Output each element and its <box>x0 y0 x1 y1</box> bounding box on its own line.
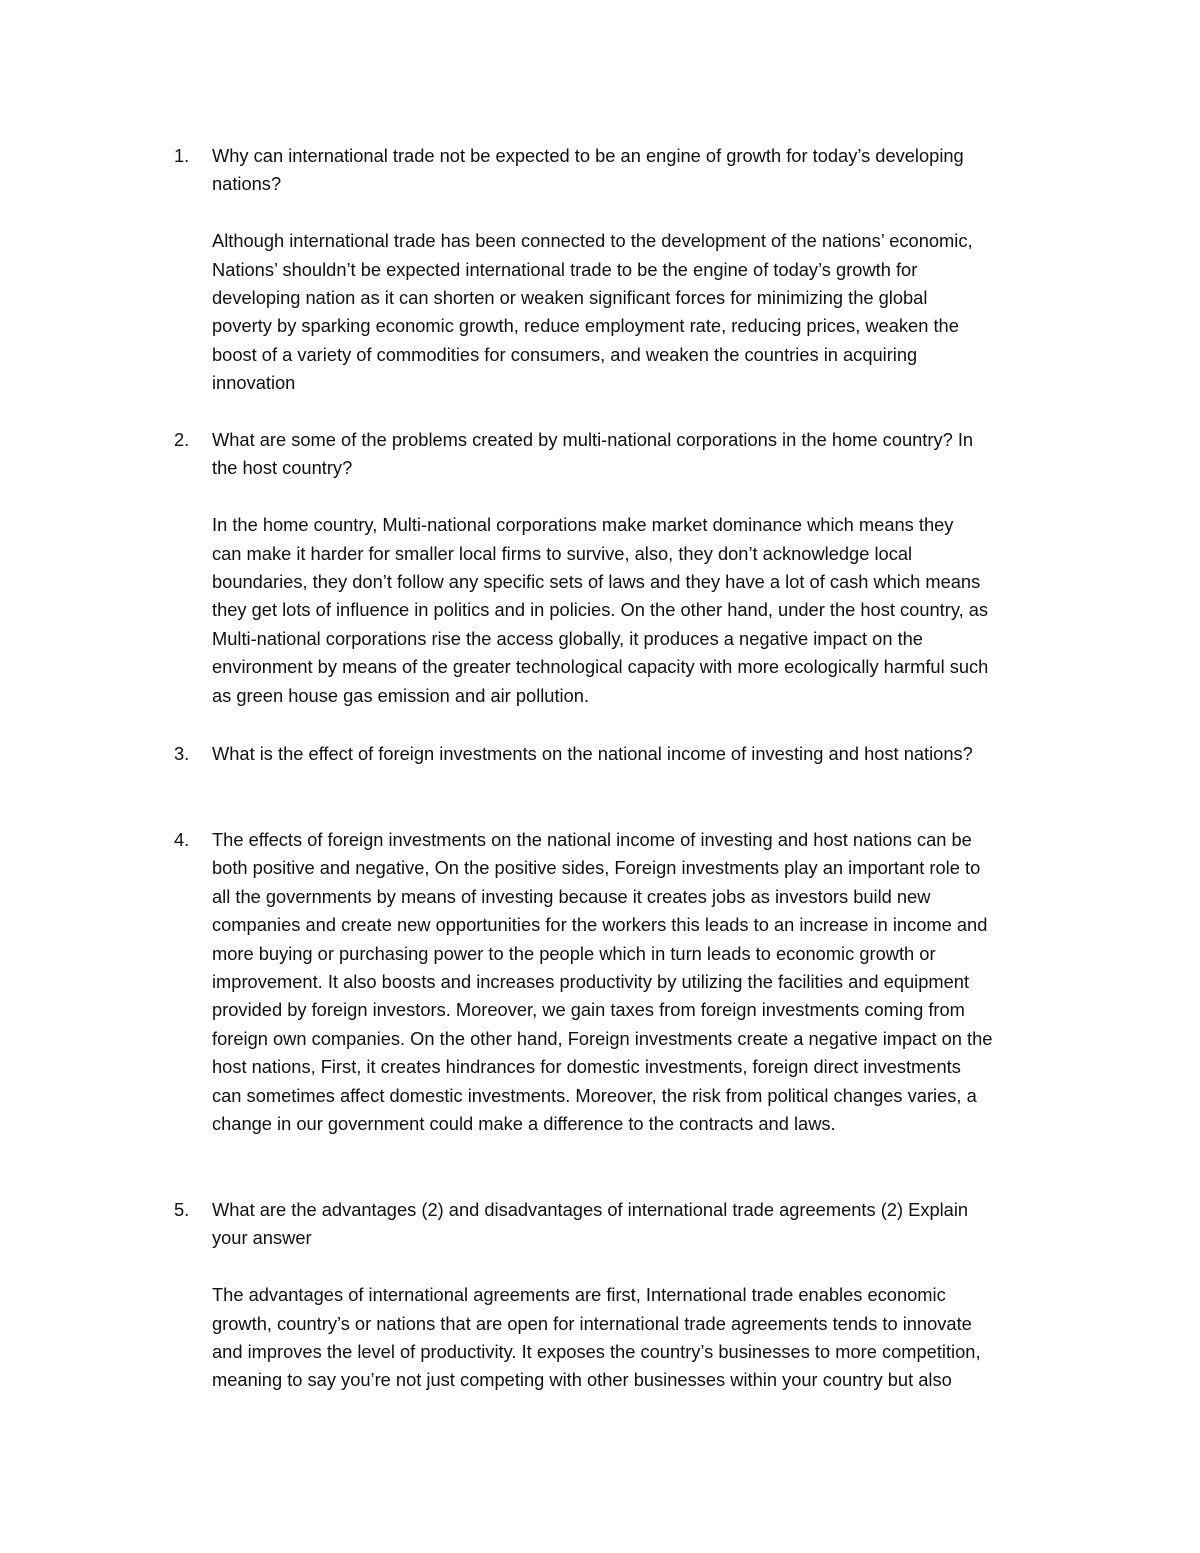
question-text: What is the effect of foreign investments on the national income of investing and host nations? <box>212 743 973 764</box>
list-item-3 <box>174 740 1074 768</box>
answer-text: In the home country, Multi-national corporations make market dominance which means they can make it harder for smaller local firms to survive, also, they don’t acknowledge local boundaries, they don’t follow any specific sets of laws and they have a lot of cash which means they get lots of influence in politics and in policies. On the other hand, under the host country, as Multi-national corporations rise the access globally, it produces a negative impact on the environment by means of the greater technological capacity with more ecologically harmful such as green house gas emission and air pollution. <box>212 514 989 706</box>
list-item-5 <box>174 1196 1074 1395</box>
answer-text: The advantages of international agreements are first, International trade enables economic growth, country’s or nations that are open for international trade agreements tends to innovate and improves the level of productivity. It exposes the country’s businesses to more competition, meaning to say you’re not just competing with other businesses within your country but also <box>212 1284 981 1391</box>
item-number: 3. <box>174 743 190 764</box>
item-number: 4. <box>174 829 190 850</box>
item-number: 1. <box>174 145 190 166</box>
list-item-1 <box>174 142 1074 398</box>
question-text: What are the advantages (2) and disadvantages of international trade agreements (2) Explain your answer <box>212 1199 969 1249</box>
item-number: 5. <box>174 1199 190 1220</box>
item-number: 2. <box>174 429 190 450</box>
paragraph-text: The effects of foreign investments on the national income of investing and host nations can be both positive and negative, On the positive sides, Foreign investments play an important role to all the governments by means of investing because it creates jobs as investors build new companies and create new opportunities for the workers this leads to an increase in income and more buying or purchasing power to the people which in turn leads to economic growth or improvement. It also boosts and increases productivity by utilizing the facilities and equipment provided by foreign investors. Moreover, we gain taxes from foreign investments coming from foreign own companies. On the other hand, Foreign investments create a negative impact on the host nations, First, it creates hindrances for domestic investments, foreign direct investments can sometimes affect domestic investments. Moreover, the risk from political changes varies, a change in our government could make a difference to the contracts and laws. <box>212 829 993 1135</box>
list-item-2 <box>174 426 1074 710</box>
list-item-4 <box>174 826 1074 1138</box>
question-text: What are some of the problems created by multi-national corporations in the home country? In the host country? <box>212 429 974 479</box>
answer-text: Although international trade has been connected to the development of the nations’ economic, Nations’ shouldn’t be expected international trade to be the engine of today’s growth for developing nation as it can shorten or weaken significant forces for minimizing the global poverty by sparking economic growth, reduce employment rate, reducing prices, weaken the boost of a variety of commodities for consumers, and weaken the countries in acquiring innovation <box>212 230 973 394</box>
question-text: Why can international trade not be expected to be an engine of growth for today’s developing nations? <box>212 145 964 195</box>
